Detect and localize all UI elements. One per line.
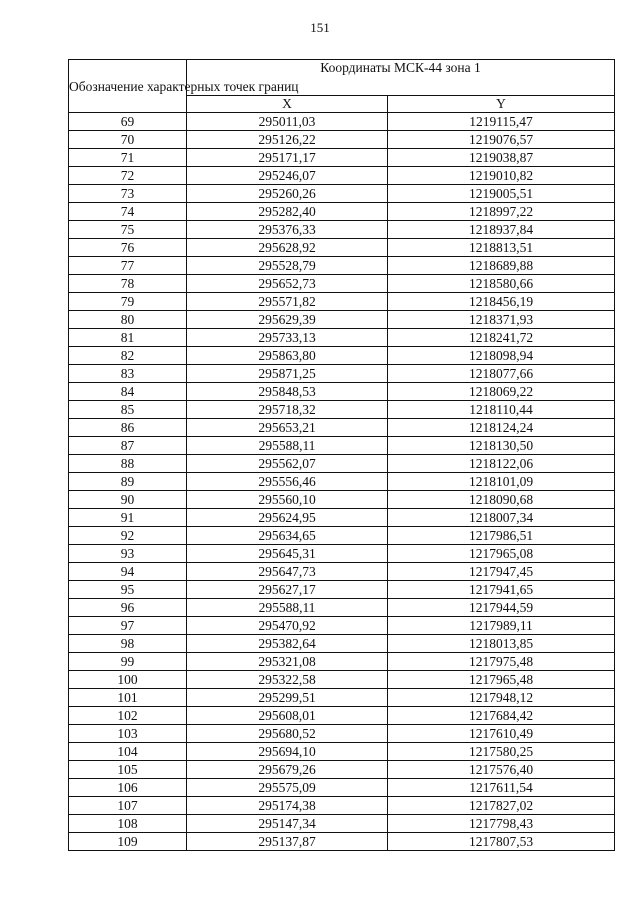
cell-point: 92 [69,527,187,545]
table-row [69,239,615,257]
cell-point: 99 [69,653,187,671]
table-row [69,383,615,401]
table-row [69,131,615,149]
cell-y: 1218371,93 [388,311,615,329]
cell-x: 295171,17 [187,149,388,167]
table-row [69,599,615,617]
cell-y: 1218130,50 [388,437,615,455]
cell-point: 109 [69,833,187,851]
cell-point: 106 [69,779,187,797]
cell-x: 295645,31 [187,545,388,563]
cell-point: 87 [69,437,187,455]
table-row [69,203,615,221]
table-row [69,149,615,167]
cell-point: 76 [69,239,187,257]
table-row [69,743,615,761]
header-point-designation: Обозначение характерных точек границ [69,60,187,113]
cell-point: 102 [69,707,187,725]
cell-x: 295556,46 [187,473,388,491]
cell-y: 1217798,43 [388,815,615,833]
cell-y: 1217975,48 [388,653,615,671]
cell-point: 84 [69,383,187,401]
cell-point: 82 [69,347,187,365]
cell-y: 1218013,85 [388,635,615,653]
cell-point: 101 [69,689,187,707]
cell-y: 1219005,51 [388,185,615,203]
cell-x: 295588,11 [187,437,388,455]
cell-y: 1217827,02 [388,797,615,815]
cell-y: 1218813,51 [388,239,615,257]
cell-point: 107 [69,797,187,815]
table-row [69,617,615,635]
cell-point: 73 [69,185,187,203]
cell-x: 295608,01 [187,707,388,725]
table-row [69,293,615,311]
header-coordinate-system: Координаты МСК-44 зона 1 [187,60,615,96]
cell-x: 295634,65 [187,527,388,545]
table-row [69,221,615,239]
table-row [69,257,615,275]
table-row [69,527,615,545]
cell-x: 295863,80 [187,347,388,365]
table-row [69,725,615,743]
cell-x: 295627,17 [187,581,388,599]
cell-x: 295647,73 [187,563,388,581]
cell-point: 69 [69,113,187,131]
coordinates-table [68,59,615,851]
cell-y: 1218937,84 [388,221,615,239]
cell-point: 89 [69,473,187,491]
cell-x: 295652,73 [187,275,388,293]
cell-y: 1218124,24 [388,419,615,437]
cell-x: 295624,95 [187,509,388,527]
cell-point: 83 [69,365,187,383]
cell-point: 75 [69,221,187,239]
table-row [69,581,615,599]
cell-point: 93 [69,545,187,563]
cell-y: 1219115,47 [388,113,615,131]
table-row [69,545,615,563]
cell-point: 98 [69,635,187,653]
cell-point: 97 [69,617,187,635]
cell-x: 295694,10 [187,743,388,761]
cell-x: 295470,92 [187,617,388,635]
cell-x: 295126,22 [187,131,388,149]
cell-y: 1217807,53 [388,833,615,851]
cell-x: 295571,82 [187,293,388,311]
cell-x: 295147,34 [187,815,388,833]
table-row [69,455,615,473]
cell-point: 103 [69,725,187,743]
cell-y: 1217986,51 [388,527,615,545]
cell-point: 71 [69,149,187,167]
table-row [69,761,615,779]
cell-y: 1218101,09 [388,473,615,491]
table-row [69,779,615,797]
cell-point: 70 [69,131,187,149]
cell-x: 295322,58 [187,671,388,689]
cell-y: 1217941,65 [388,581,615,599]
cell-y: 1218098,94 [388,347,615,365]
cell-point: 77 [69,257,187,275]
cell-x: 295174,38 [187,797,388,815]
cell-x: 295011,03 [187,113,388,131]
table-row [69,653,615,671]
table-row [69,329,615,347]
cell-point: 108 [69,815,187,833]
cell-x: 295575,09 [187,779,388,797]
cell-x: 295718,32 [187,401,388,419]
table-header [69,60,615,113]
page-number: 151 [310,20,330,35]
cell-y: 1218580,66 [388,275,615,293]
table-row [69,815,615,833]
cell-point: 96 [69,599,187,617]
cell-y: 1217576,40 [388,761,615,779]
cell-point: 85 [69,401,187,419]
cell-x: 295629,39 [187,311,388,329]
cell-point: 86 [69,419,187,437]
cell-x: 295246,07 [187,167,388,185]
cell-point: 94 [69,563,187,581]
table-row [69,563,615,581]
cell-y: 1218241,72 [388,329,615,347]
cell-point: 91 [69,509,187,527]
cell-point: 90 [69,491,187,509]
cell-x: 295848,53 [187,383,388,401]
cell-x: 295382,64 [187,635,388,653]
cell-y: 1218077,66 [388,365,615,383]
table-row [69,311,615,329]
cell-x: 295299,51 [187,689,388,707]
table-row [69,167,615,185]
cell-x: 295588,11 [187,599,388,617]
table-row [69,671,615,689]
cell-x: 295260,26 [187,185,388,203]
cell-y: 1217948,12 [388,689,615,707]
table-row [69,509,615,527]
table-row [69,833,615,851]
cell-y: 1217611,54 [388,779,615,797]
cell-x: 295528,79 [187,257,388,275]
table-row [69,275,615,293]
cell-y: 1217684,42 [388,707,615,725]
cell-point: 72 [69,167,187,185]
cell-y: 1219076,57 [388,131,615,149]
cell-point: 100 [69,671,187,689]
table-row [69,473,615,491]
cell-x: 295679,26 [187,761,388,779]
cell-point: 104 [69,743,187,761]
table-row [69,113,615,131]
cell-x: 295628,92 [187,239,388,257]
header-x: X [187,95,388,112]
cell-y: 1218007,34 [388,509,615,527]
cell-y: 1218997,22 [388,203,615,221]
table-body [69,113,615,851]
cell-x: 295871,25 [187,365,388,383]
cell-point: 78 [69,275,187,293]
header-y: Y [388,95,615,112]
table-row [69,797,615,815]
cell-y: 1218689,88 [388,257,615,275]
cell-point: 74 [69,203,187,221]
table-row [69,635,615,653]
cell-point: 80 [69,311,187,329]
table-row [69,491,615,509]
cell-x: 295282,40 [187,203,388,221]
cell-point: 81 [69,329,187,347]
cell-y: 1218090,68 [388,491,615,509]
cell-y: 1218456,19 [388,293,615,311]
cell-x: 295376,33 [187,221,388,239]
cell-y: 1217965,48 [388,671,615,689]
table-row [69,707,615,725]
cell-x: 295321,08 [187,653,388,671]
cell-x: 295653,21 [187,419,388,437]
cell-y: 1219038,87 [388,149,615,167]
cell-y: 1219010,82 [388,167,615,185]
cell-point: 88 [69,455,187,473]
cell-x: 295680,52 [187,725,388,743]
cell-y: 1217580,25 [388,743,615,761]
cell-point: 95 [69,581,187,599]
table-row [69,401,615,419]
cell-x: 295733,13 [187,329,388,347]
cell-x: 295560,10 [187,491,388,509]
cell-y: 1217989,11 [388,617,615,635]
table-row [69,689,615,707]
cell-y: 1218122,06 [388,455,615,473]
table-row [69,347,615,365]
table-row [69,419,615,437]
cell-point: 79 [69,293,187,311]
table-row [69,365,615,383]
cell-y: 1217944,59 [388,599,615,617]
table-row [69,185,615,203]
cell-y: 1217947,45 [388,563,615,581]
cell-y: 1218110,44 [388,401,615,419]
cell-y: 1217965,08 [388,545,615,563]
cell-x: 295562,07 [187,455,388,473]
cell-point: 105 [69,761,187,779]
cell-y: 1217610,49 [388,725,615,743]
table-row [69,437,615,455]
cell-y: 1218069,22 [388,383,615,401]
cell-x: 295137,87 [187,833,388,851]
